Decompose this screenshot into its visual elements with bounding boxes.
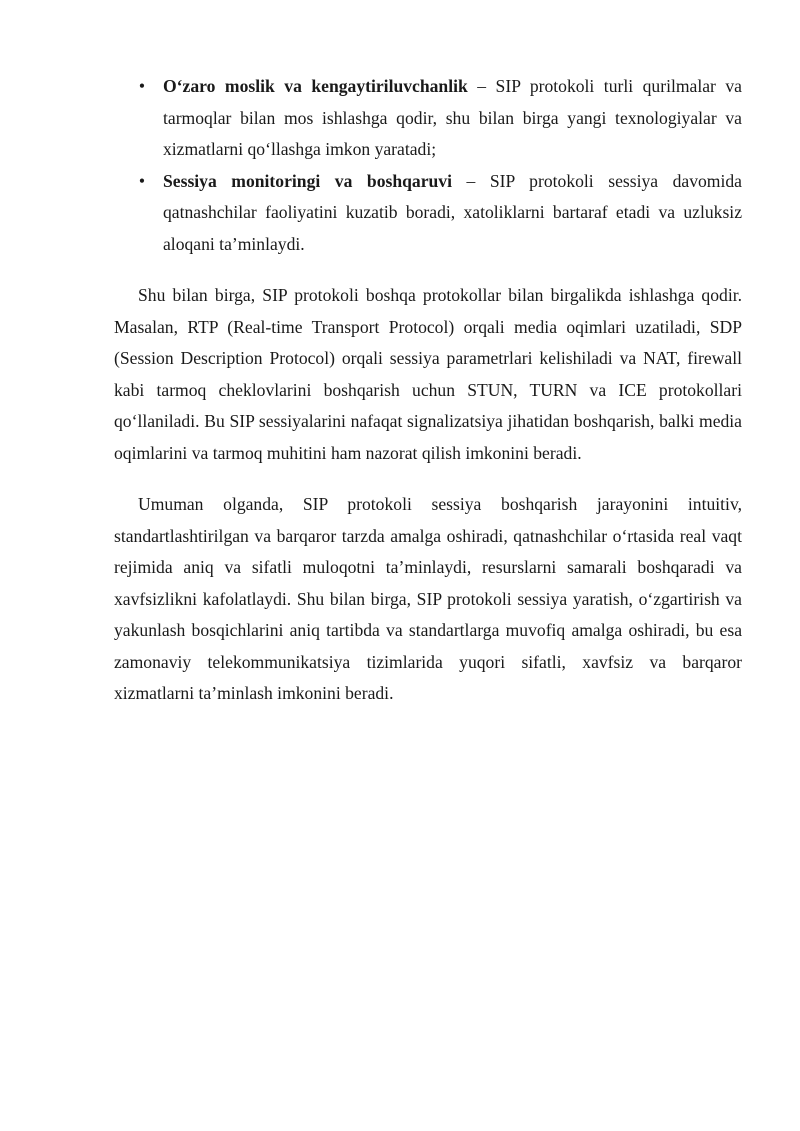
page-content [114,71,742,710]
bullet-item [114,71,742,166]
bullet-dot-icon: • [138,170,146,191]
bullet-term: Sessiya monitoringi va boshqaruvi [163,170,452,191]
bullet-text: – SIP protokoli turli qurilmalar va tarmoqlar bilan mos ishlashga qodir, shu bilan birga yangi texnologiyalar va xizmatlarni qo‘llashga imkon yaratadi; [163,76,742,159]
bullet-list [114,71,742,260]
body-paragraph: Umuman olganda, SIP protokoli sessiya boshqarish jarayonini intuitiv, standartlashtirilgan va barqaror tarzda amalga oshiradi, qatnashchilar o‘rtasida real vaqt rejimida aniq va sifatli muloqotni ta’minlaydi, resurslarni samarali boshqaradi va xavfsizlikni kafolatlaydi. Shu bilan birga, SIP protokoli sessiya yaratish, o‘zgartirish va yakunlash bosqichlarini aniq tartibda va standartlarga muvofiq amalga oshiradi, bu esa zamonaviy telekommunikatsiya tizimlarida yuqori sifatli, xavfsiz va barqaror xizmatlarni ta’minlash imkonini beradi. [114,494,742,703]
bullet-term: O‘zaro moslik va kengaytiriluvchanlik [163,76,468,96]
bullet-dot-icon: • [138,76,146,96]
bullet-item [114,166,742,261]
body-paragraph: Shu bilan birga, SIP protokoli boshqa protokollar bilan birgalikda ishlashga qodir. Masalan, RTP (Real-time Transport Protocol) orqali media oqimlari uzatiladi, SDP (Session Description Protocol) orqali sessiya parametrlari kelishiladi va NAT, firewall kabi tarmoq cheklovlarini boshqarish uchun STUN, TURN va ICE protokollari qo‘llaniladi. Bu SIP sessiyalarini nafaqat signalizatsiya jihatidan boshqarish, balki media oqimlarini va tarmoq muhitini ham nazorat qilish imkonini beradi. [114,285,742,463]
bullet-text: – SIP protokoli sessiya davomida qatnashchilar faoliyatini kuzatib boradi, xatoliklarni bartaraf etadi va uzluksiz aloqani ta’minlaydi. [163,170,742,254]
